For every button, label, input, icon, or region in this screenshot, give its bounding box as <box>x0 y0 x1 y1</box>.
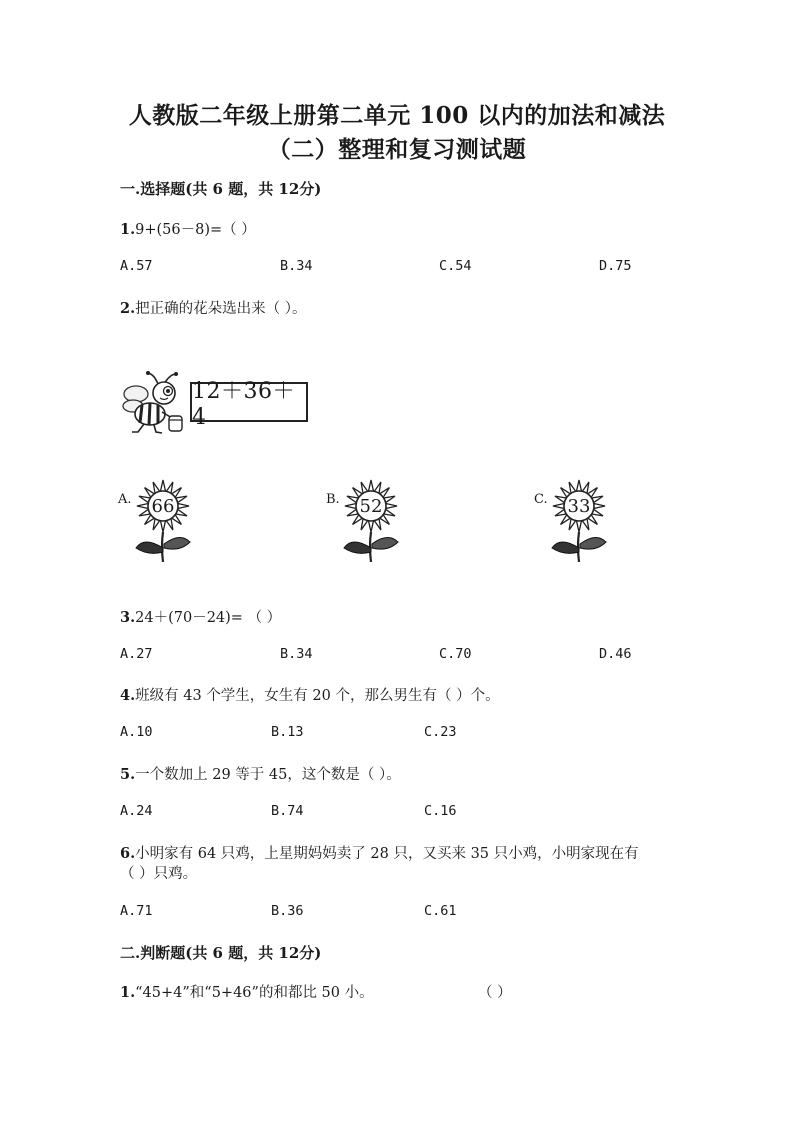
question-text-continued: （ ）只鸡。 <box>120 866 198 882</box>
sunflower-icon <box>130 472 196 564</box>
question-number: 4. <box>120 687 136 704</box>
page-title-line1: 人教版二年级上册第二单元 100 以内的加法和减法 <box>128 102 666 129</box>
option-b[interactable]: B.74 <box>271 803 304 819</box>
question-text: 9+(56－8)=（ ） <box>135 222 256 238</box>
judgement-question-1 <box>120 981 374 1002</box>
question-5 <box>120 763 401 784</box>
option-c[interactable]: C.70 <box>439 646 472 662</box>
answer-blank[interactable]: （ ） <box>478 985 512 1001</box>
question-4 <box>120 684 500 705</box>
option-letter: C. <box>534 492 548 507</box>
petal <box>577 521 582 532</box>
question-number: 2. <box>120 300 136 317</box>
question-number: 3. <box>120 609 136 626</box>
option-b[interactable]: B.36 <box>271 903 304 919</box>
question-text: 班级有 43 个学生，女生有 20 个，那么男生有（ ）个。 <box>135 688 500 704</box>
flower-option-a[interactable] <box>118 472 208 564</box>
flower-value: 52 <box>359 496 383 517</box>
question-1 <box>120 218 256 239</box>
page-title-line2: （二）整理和复习测试题 <box>267 136 527 163</box>
option-letter: A. <box>118 492 132 507</box>
question-2 <box>120 297 307 318</box>
option-c[interactable]: C.54 <box>439 258 472 274</box>
option-a[interactable]: A.10 <box>120 724 153 740</box>
option-a[interactable]: A.57 <box>120 258 153 274</box>
option-a[interactable]: A.71 <box>120 903 153 919</box>
petal <box>577 480 582 491</box>
option-b[interactable]: B.13 <box>271 724 304 740</box>
leaf <box>164 537 190 549</box>
option-d[interactable]: D.46 <box>599 646 632 662</box>
question-text: 把正确的花朵选出来（ ）。 <box>135 301 307 317</box>
question-text: 小明家有 64 只鸡，上星期妈妈卖了 28 只，又买来 35 只小鸡，小明家现在有 <box>135 846 639 862</box>
leaf <box>136 542 163 553</box>
petal <box>161 480 166 491</box>
option-a[interactable]: A.24 <box>120 803 153 819</box>
question-number: 1. <box>120 984 136 1001</box>
section-heading-choice: 一.选择题(共 6 题，共 12分) <box>120 180 322 198</box>
leaf <box>344 542 371 553</box>
leaf <box>552 542 579 553</box>
question-number: 6. <box>120 845 136 862</box>
flower-option-c[interactable] <box>534 472 624 564</box>
question-number: 1. <box>120 221 136 238</box>
option-d[interactable]: D.75 <box>599 258 632 274</box>
question-number: 5. <box>120 766 136 783</box>
sunflower-icon <box>546 472 612 564</box>
section-heading-judgement: 二.判断题(共 6 题，共 12分) <box>120 944 322 962</box>
question-3 <box>120 606 281 627</box>
flower-value: 33 <box>567 496 591 517</box>
petal <box>369 521 374 532</box>
question-6 <box>120 842 639 863</box>
leaf <box>372 537 398 549</box>
expression-box: 12＋36＋4 <box>190 382 308 422</box>
question-text: 一个数加上 29 等于 45，这个数是（ ）。 <box>135 767 401 783</box>
flower-option-b[interactable] <box>326 472 416 564</box>
petal <box>161 521 166 532</box>
flower-value: 66 <box>151 496 175 517</box>
question-6-line2 <box>120 862 197 883</box>
option-letter: B. <box>326 492 340 507</box>
option-b[interactable]: B.34 <box>280 646 313 662</box>
option-a[interactable]: A.27 <box>120 646 153 662</box>
petal <box>369 480 374 491</box>
option-b[interactable]: B.34 <box>280 258 313 274</box>
option-c[interactable]: C.23 <box>424 724 457 740</box>
bee-icon <box>120 370 190 436</box>
option-c[interactable]: C.16 <box>424 803 457 819</box>
leaf <box>580 537 606 549</box>
sunflower-icon <box>338 472 404 564</box>
question-text: “45+4”和“5+46”的和都比 50 小。 <box>135 985 374 1001</box>
option-c[interactable]: C.61 <box>424 903 457 919</box>
question-text: 24＋(70－24)= （ ） <box>135 610 282 626</box>
